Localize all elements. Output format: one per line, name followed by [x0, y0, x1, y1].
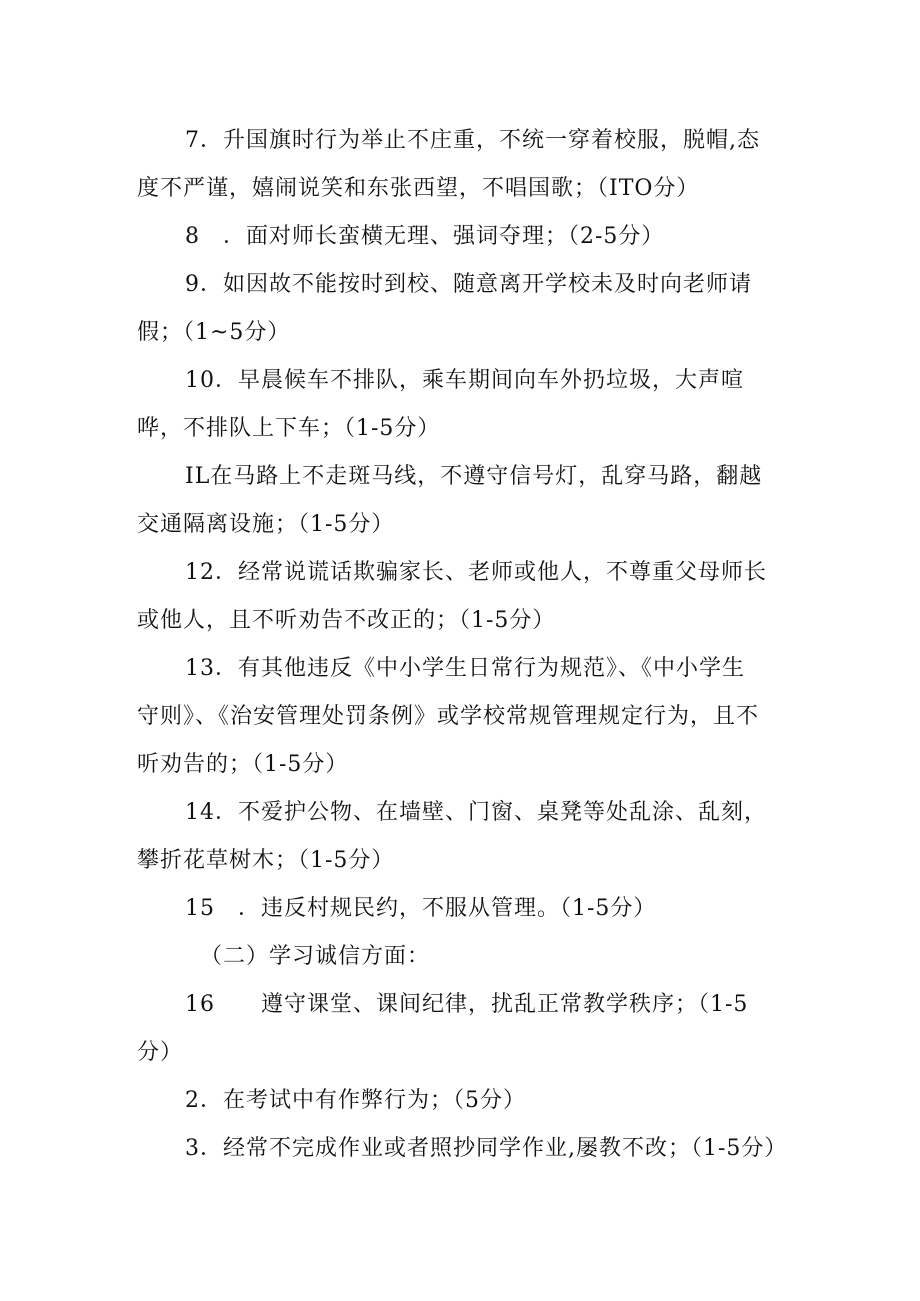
text-line: 2．在考试中有作弊行为；（5分）: [185, 1088, 526, 1113]
text-line: 分）: [137, 1040, 184, 1065]
text-line: 哗，不排队上下车；（1-5分）: [137, 416, 441, 441]
text-line: 守则》、《治安管理处罚条例》或学校常规管理规定行为，且不: [137, 704, 760, 729]
text-line: 9．如因故不能按时到校、随意离开学校未及时向老师请: [185, 272, 752, 297]
text-line: 8 ．面对师长蛮横无理、强词夺理；（2-5分）: [185, 224, 665, 249]
text-line: 13．有其他违反《中小学生日常行为规范》、《中小学生: [185, 656, 745, 681]
text-line: 14．不爱护公物、在墙壁、门窗、桌凳等处乱涂、乱刻，: [185, 800, 767, 825]
text-line: 7．升国旗时行为举止不庄重，不统一穿着校服，脱帽,态: [185, 128, 760, 153]
text-line: 或他人，且不听劝告不改正的；（1-5分）: [137, 608, 556, 633]
text-line: 听劝告的；（1-5分）: [137, 752, 349, 777]
text-line: 假；（1~5分）: [137, 320, 291, 345]
text-line: 10．早晨候车不排队，乘车期间向车外扔垃圾，大声喧: [185, 368, 744, 393]
text-line: 度不严谨，嬉闹说笑和东张西望，不唱国歌；（ITO分）: [137, 176, 700, 201]
text-line: 攀折花草树木；（1-5分）: [137, 848, 395, 873]
text-line: 交通隔离设施；（1-5分）: [137, 512, 395, 537]
text-line: 15 ．违反村规民约，不服从管理。（1-5分）: [185, 896, 657, 921]
text-line: 12．经常说谎话欺骗家长、老师或他人，不尊重父母师长: [185, 560, 767, 585]
text-line: IL在马路上不走斑马线，不遵守信号灯，乱穿马路，翻越: [185, 464, 763, 489]
text-line: 3．经常不完成作业或者照抄同学作业,屡教不改；（1-5分）: [185, 1136, 788, 1161]
section-heading: （二）学习诚信方面：: [200, 944, 431, 969]
text-line: 16 遵守课堂、课间纪律，扰乱正常教学秩序；（1-5: [185, 992, 749, 1017]
